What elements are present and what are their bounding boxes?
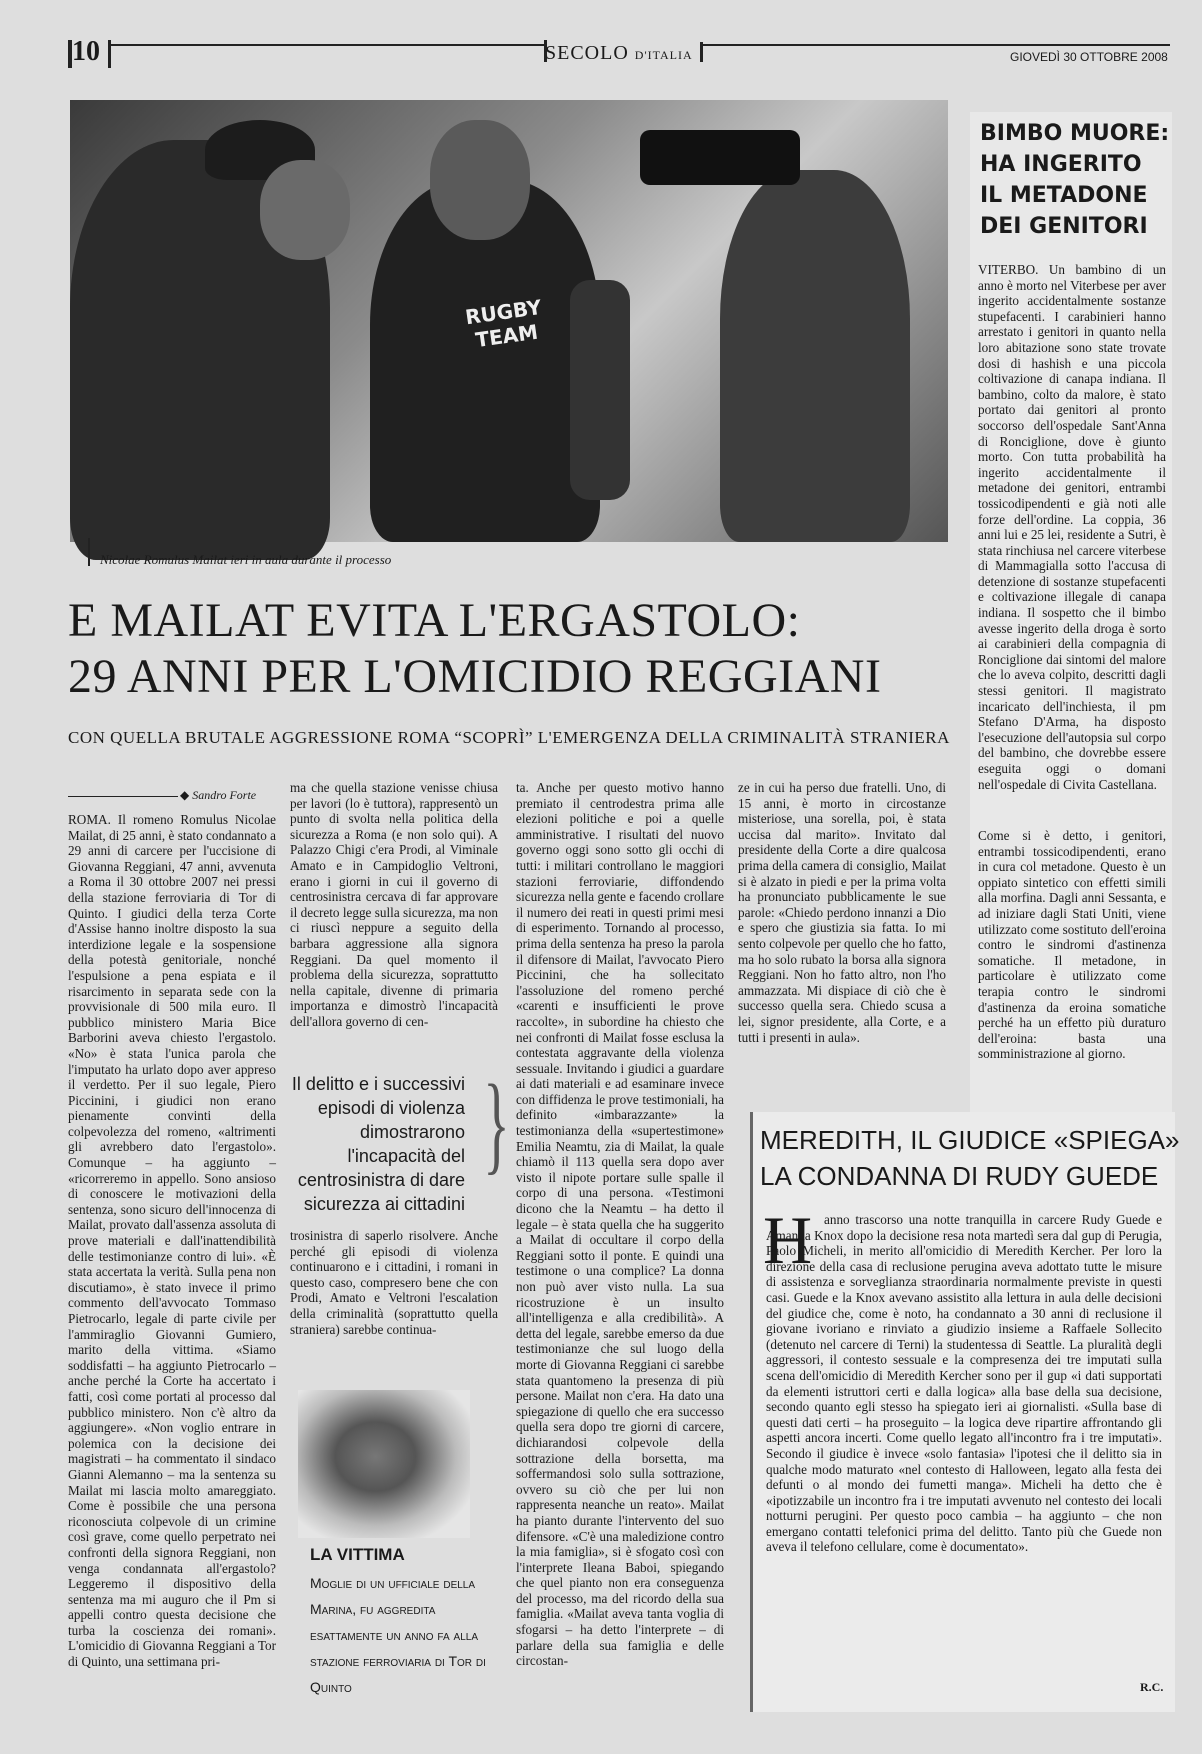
sidebar-body-1: VITERBO. Un bambino di un anno è morto nel Viterbese per aver ingerito accidentalmente sostanze stupefacenti. I carabinieri hanno arrestato i genitori in quanto nella loro abitazione sono state trovate dosi di hashish e una piccola coltivazione di canapa indiana. Il bambino, colto da malore, è stato portato dai genitori al pronto soccorso dell'ospedale Sant'Anna di Ronciglione, dove è giunto morto. Con tutta probabilità ha ingerito accidentalmente il metadone dei genitori, entrambi tossicodipendenti e già noti alle forze dell'ordine. La coppia, 36 anni lui e 25 lei, residente a Sutri, è stata rinchiusa nel carcere viterbese di Mammagialla sotto l'accusa di detenzione di sostanze stupefacenti e coltivazione illegale di canapa indiana. Il sospetto che il bimbo avesse ingerito della droga è sorto ai carabinieri della compagnia di Ronciglione dai sintomi del malore che lo aveva colpito, descritti dagli stessi genitori. Il magistrato incaricato dell'inchiesta, il pm Stefano D'Arma, ha disposto l'esecuzione dell'autopsia sul corpo del bambino, che dovrebbe essere eseguita oggi o domani nell'ospedale di Civita Castellana. — [978, 262, 1166, 792]
issue-date: GIOVEDÌ 30 OTTOBRE 2008 — [1010, 50, 1168, 64]
page-number: 10 — [72, 36, 100, 67]
subheadline: CON QUELLA BRUTALE AGGRESSIONE ROMA “SCOPRÌ” L'EMERGENZA DELLA CRIMINALITÀ STRANIERA — [68, 728, 950, 747]
pull-quote: Il delitto e i successivi episodi di violenza dimostrarono l'incapacità del centrosinistra di dare sicurezza ai cittadini — [291, 1074, 465, 1214]
article-column-3: ta. Anche per questo motivo hanno premiato il centrodestra prima alle elezioni politiche e poi a quelle amministrative. I risultati del nuovo governo oggi sono sotto gli occhi di tutti: i militari controllano le maggiori stazioni ferroviarie, diffondendo sicurezza nella gente e facendo crollare il numero dei reati in questi primi mesi di esperimento. Tornando al processo, prima della sentenza ha preso la parola il difensore di Mailat, l'avvocato Piero Piccinini, che ha sollecitato l'assoluzione del romeno perché «carenti e insufficienti le prove raccolte», in subordine ha chiesto che nei confronti di Mailat fosse esclusa la contestata aggravante della violenza sessuale. Invitando i giudici a guardare ai dati materiali e ad esaminare invece con diffidenza le prove testimoniali, ha definito «imbarazzante» la testimonianza della «supertestimone» Emilia Neamtu, zia di Mailat, la quale chiamò il 113 quella sera dopo aver visto il nipote portare sulle spalle il corpo di una persona. «Testimoni dicono che la Neamtu – ha detto il legale – è stata quella che ha suggerito a Mailat di occultare il corpo della Reggiani sotto il ponte. E quindi una testimone o una complice? La donna non può aver visto nulla. La sua ricostruzione è un insulto all'intelligenza e alla credibilità». A detta del legale, sarebbe emerso da due testimonianze che sul luogo della morte di Giovanna Reggiani ci sarebbe stata quantomeno la presenza di più persone. Mailat non c'era. Ha dato una spiegazione di quello che era successo quella sera dopo tre giorni di carcere, dichiarandosi colpevole della sottrazione della borsetta, ma soffermandosi solo sulla sottrazione, ovvero su ciò che per lui non rappresenta neanche un reato». Mailat ha pianto durante l'intervento del suo difensore. «C'è una maledizione contro la mia famiglia», si è sfogato così con l'interprete Ileana Baboi, spiegando che quel pianto non era conseguenza del processo, ma del ricordo della sua famiglia. «Mailat aveva tanta voglia di sfogarsi – ha detto l'interprete – di parlare della sua famiglia e delle circostan- — [516, 780, 724, 1669]
masthead: SECOLO D'ITALIA — [545, 42, 693, 64]
photo-caption: Nicolae Romulus Mailat ieri in aula durante il processo — [100, 552, 392, 567]
victim-title: LA VITTIMA — [310, 1545, 405, 1564]
shirt-text: RUGBY TEAM — [463, 294, 543, 353]
victim-portrait — [298, 1390, 470, 1538]
victim-description: Moglie di un ufficiale della Marina, fu aggredita esattamente un anno fa alla stazione ferroviaria di Tor di Quinto — [310, 1575, 486, 1695]
headline: E MAILAT EVITA L'ERGASTOLO: 29 ANNI PER L'OMICIDIO REGGIANI — [68, 594, 882, 703]
drop-cap: H — [763, 1202, 813, 1278]
article-column-2-top: ma che quella stazione venisse chiusa per lavori (lo è tuttora), rappresentò un punto di svolta nella politica della sicurezza a Roma (e non solo qui). A Palazzo Chigi c'era Prodi, al Viminale Amato e in Campidoglio Veltroni, erano i giorni in cui il governo di centrosinistra cercava di far approvare il decreto legge sulla sicurezza, ma non ci riuscì neppure a seguito della barbara aggressione alla signora Reggiani. Da quel momento il problema della sicurezza, soprattutto nella capitale, divenne di primaria importanza e dimostrò l'incapacità dell'allora governo di cen- — [290, 780, 498, 1029]
article-column-1: ROMA. Il romeno Romulus Nicolae Mailat, di 25 anni, è stato condannato a 29 anni di carcere per l'uccisione di Giovanna Reggiani, 47 anni, avvenuta a Roma il 30 ottobre 2007 nei pressi della stazione ferroviaria di Tor di Quinto. I giudici della terza Corte d'Assise hanno inoltre disposto la sua interdizione legale e la sospensione della potestà genitoriale, nonché l'espulsione a pena espiata e il risarcimento in separata sede con la provvisionale di 500 mila euro. Il pubblico ministero Maria Bice Barborini aveva chiesto l'ergastolo. «No» è stata l'unica parola che l'imputato ha urlato dopo aver appreso il verdetto. Per il suo legale, Piero Piccinini, i giudici non erano pienamente convinti della colpevolezza del romeno, «altrimenti gli avrebbero dato l'ergastolo». Comunque – ha aggiunto – «ricorreremo in appello. Sono ansioso di conoscere le motivazioni della sentenza, sono sicuro dell'innocenza di Mailat, provato dall'assenza assoluta di prove materiali e dall'inattendibilità delle testimonianze contro di lui». «È stata accertata la verità. Sulla pena non discutiamo», è stato invece il primo commento dell'avvocato Tommaso Pietrocarlo, legale di parte civile per l'ammiraglio Giovanni Gumiero, marito della vittima. «Siamo soddisfatti – ha aggiunto Pietrocarlo – anche perché la Corte ha accertato i fatti, così come portati al processo dal pubblico ministero. Non c'è altro da aggiungere». «Non voglio entrare in polemica con la decisione dei magistrati – ha commentato il sindaco Gianni Alemanno – ma la sentenza su Mailat mi lascia molto amareggiato. Come è possibile che una persona riconosciuta colpevole di un crimine così grave, come quello perpetrato nei confronti della signora Reggiani, non venga condannata all'ergastolo? Leggeremo il dispositivo della sentenza ma mi auguro che il Pm si appelli contro questa decisione che turba la coscienza dei romani». L'omicidio di Giovanna Reggiani a Tor di Quinto, una settimana pri- — [68, 812, 276, 1670]
article-column-4: ze in cui ha perso due fratelli. Uno, di 15 anni, è morto in circostanze misteriose, una sorella, poi, è stata uccisa dal marito». Invitato dal presidente della Corte a dire qualcosa prima della camera di consiglio, Mailat si è alzato in piedi e per la prima volta ha pronunciato pubblicamente le sue parole: «Chiedo perdono innanzi a Dio e spero che giustizia sia fatta. Io mi sento colpevole per quello che ho fatto, ma ho solo rubato la borsa alla signora Reggiani. Non ho fatto altro, non l'ho ammazzata. Mi dispiace di ciò che è successo quella sera. Chiedo scusa a lei, signor presidente, alla Corte, e a tutti i presenti in aula». — [738, 780, 946, 1045]
sidebar-body-2: Come si è detto, i genitori, entrambi tossicodipendenti, erano in cura col metadone. Questo è un oppiato sintetico con effetti simili alla morfina. Dagli anni Sessanta, e ad iniziare dagli Stati Uniti, viene utilizzato come sostituto dell'eroina contro le sindromi d'astinenza somatiche. Il metadone, in particolare è utilizzato come terapia contro le sindromi d'astinenza da eroina somatiche perché ha un effetto più duraturo dell'eroina: basta una somministrazione al giorno. — [978, 828, 1166, 1062]
article-column-2-bottom: trosinistra di saperlo risolvere. Anche perché gli episodi di violenza continuarono e i cittadini, i romani in questo caso, compresero bene che con Prodi, Amato e Veltroni l'escalation della criminalità (soprattutto quella straniera) sarebbe continua- — [290, 1228, 498, 1337]
pull-quote-brace: } — [483, 1062, 510, 1184]
meredith-headline: MEREDITH, IL GIUDICE «SPIEGA» LA CONDANNA DI RUDY GUEDE — [760, 1125, 1180, 1191]
meredith-body: anno trascorso una notte tranquilla in carcere Rudy Guede e Amanda Knox dopo la decisione resa nota martedì sera dal gup di Perugia, Paolo Micheli, in merito all'omicidio di Meredith Kercher. Per loro la direzione della casa di reclusione perugina aveva adottato tutte le misure di assistenza e sorveglianza straordinaria normalmente previste in questi casi. Guede e la Knox avevano assistito alla lettura in aula delle decisioni del giudice che, come è noto, ha condannato a 30 anni di reclusione il giovane ivoriano e rinviato a giudizio insieme a Raffaele Sollecito (detenuto nel carcere di Terni) la studentessa di Seattle. La pluralità degli aggressori, il contesto sessuale e la compresenza dei tre imputati sulla scena dell'omicidio di Meredith Kercher sono per il gup «i dati supportati da elementi istruttori certi e dalla logica» alla base della sua decisione, secondo quanto egli stesso ha spiegato ieri ai giornalisti. «Sulla base di questi dati certi – ha proseguito – la logica deve ripartire affrontando gli aspetti ancora incerti. Come quello legato all'incontro fra i tre imputati». Secondo il giudice è invece «solo fantasia» l'ipotesi che il delitto sia in qualche modo maturato «nel contesto di Halloween, legato alla festa dei defunti o al mondo dei fumetti manga». Micheli ha detto che è «ipotizzabile un incontro fra i tre imputati avvenuto nel contesto dei locali notturni perugini. Per questo poco cambia – ha aggiunto – che non emergano contatti telefonici prima del delitto. Tanto più che Guede non aveva il telefono cellulare, come è documentato». — [766, 1212, 1162, 1555]
sidebar-headline: BIMBO MUORE: HA INGERITO IL METADONE DEI GENITORI — [980, 121, 1170, 239]
author-initials: R.C. — [1140, 1680, 1164, 1694]
main-photo — [70, 100, 948, 542]
byline: ◆ Sandro Forte — [180, 788, 257, 802]
